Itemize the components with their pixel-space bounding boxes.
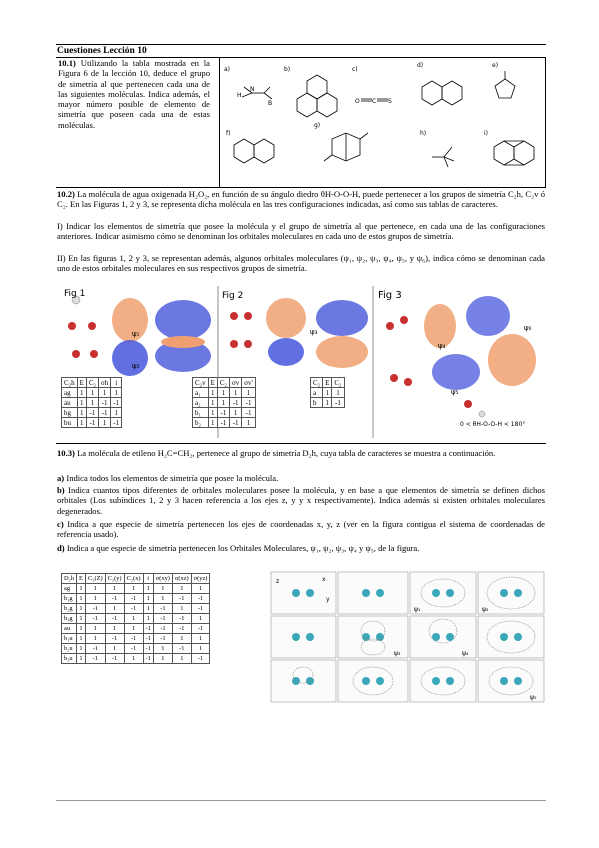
th: σ(xz)	[172, 574, 191, 584]
cell: 1	[77, 418, 86, 428]
cell: 1	[208, 398, 217, 408]
cell: 1	[85, 624, 105, 634]
cell: 1	[77, 614, 86, 624]
table-row	[62, 418, 122, 428]
cell: bu	[62, 418, 78, 428]
cell: -1	[230, 398, 242, 408]
cell: -1	[143, 654, 153, 664]
q2-para-3: II) En las figuras 1, 2 y 3, se representan además, algunos orbitales moleculares (ψ₁, ψ₂, ψ₃, ψ₄, ψ₅, y ψ₆), indica cómo se denominan cada uno de estos orbitales moleculares en sus respectivos grupos de simetría.	[57, 253, 545, 274]
table-row	[62, 388, 122, 398]
mol-label-d: d)	[417, 62, 424, 69]
cell: 1	[172, 604, 191, 614]
ethylene-psi5-label: ψ₅	[530, 694, 537, 701]
cell: -1	[217, 408, 229, 418]
psi6-label: ψ₆	[524, 324, 532, 332]
q3-b-label: b)	[57, 485, 65, 495]
cell: 1	[172, 654, 191, 664]
q3-b-text: Indica cuantos tipos diferentes de orbitales moleculares posee la molécula, y en base a que elementos de simetría se definen dichos orbitales (Los subíndices 1, 2 y 3 hacen referencia a los ejes z, y y x respectivamente). Indica además si existen orbitales moleculares degenerados.	[57, 485, 545, 516]
th: σ(xy)	[153, 574, 172, 584]
cell: 1	[124, 614, 143, 624]
cell: 1	[230, 388, 242, 398]
cell: -1	[111, 398, 122, 408]
molecule-g	[324, 133, 368, 161]
axis-z-label: z	[276, 578, 280, 585]
cell: -1	[217, 418, 229, 428]
molecule-b	[297, 75, 337, 117]
cell: 1	[332, 388, 344, 398]
cell: 1	[77, 654, 86, 664]
q3-d-text: Indica a que especie de simetría pertenecen los Orbitales Moleculares, ψ₁, ψ₂, ψ₃, ψ₄ y ψ₅, de la figura.	[66, 543, 420, 553]
th: σ(yz)	[191, 574, 210, 584]
atom-n: N	[250, 86, 255, 93]
cell: -1	[105, 614, 124, 624]
cell: -1	[242, 408, 256, 418]
question-10-1	[56, 57, 546, 187]
cell: 1	[99, 418, 111, 428]
cell: -1	[85, 644, 105, 654]
molecule-e	[495, 71, 515, 98]
molecule-h	[432, 147, 454, 167]
q3-c-text: Indica a que especie de simetría pertenecen los ejes de coordenadas x, y, z (ver en la figura contigua el sistema de coordenadas de referencia usado).	[57, 519, 545, 540]
mol-label-f: f)	[226, 130, 231, 137]
table-d2h-header	[62, 574, 210, 584]
th: C₂(x)	[124, 574, 143, 584]
cell: -1	[124, 604, 143, 614]
q3-a-label: a)	[57, 473, 65, 483]
th: i	[143, 574, 153, 584]
cell: 1	[85, 594, 105, 604]
cell: -1	[172, 644, 191, 654]
cell: 1	[242, 418, 256, 428]
q3-para-a	[57, 473, 545, 483]
cell: b	[311, 398, 323, 408]
q3-para-1	[57, 448, 545, 458]
th: σv	[230, 378, 242, 388]
cell: 1	[217, 398, 229, 408]
q1-body: Utilizando la tabla mostrada en la Figura 6 de la lección 10, deduce el grupo de simetría al que pertenecen cada una de las siguientes moléculas. Indica además, el mayor número posible de elemento de simetría que poseen cada una de estas moléculas.	[58, 58, 210, 130]
cell: 1	[85, 634, 105, 644]
cell: 1	[124, 654, 143, 664]
th: C₂h	[62, 378, 78, 388]
psi3-label: ψ₃	[310, 328, 318, 336]
table-c2v-header	[193, 378, 256, 388]
cell: 1	[172, 584, 191, 594]
q2-para-1	[57, 189, 545, 210]
th: E	[77, 574, 86, 584]
table-row	[62, 654, 210, 664]
mol-label-b: b)	[284, 66, 291, 73]
cell: 1	[153, 594, 172, 604]
cell: 1	[208, 418, 217, 428]
q3-para-c	[57, 519, 545, 540]
cell: 1	[85, 584, 105, 594]
cell: ag	[62, 584, 77, 594]
q2-figures	[58, 286, 543, 438]
cell: 1	[86, 388, 98, 398]
cell: -1	[230, 418, 242, 428]
cell: -1	[85, 604, 105, 614]
cell: -1	[143, 644, 153, 654]
cell: 1	[77, 398, 86, 408]
cell: -1	[153, 604, 172, 614]
table-row	[62, 624, 210, 634]
table-c2h-header	[62, 378, 122, 388]
molecules-figure	[222, 59, 542, 185]
atom-s: S	[388, 98, 392, 105]
mol-label-e: e)	[492, 62, 499, 69]
cell: b₃g	[62, 614, 77, 624]
fig3-panel	[386, 296, 536, 417]
molecule-d	[422, 81, 462, 105]
cell: b₂	[193, 418, 209, 428]
mol-label-h: h)	[420, 130, 427, 137]
cell: -1	[105, 634, 124, 644]
cell: 1	[105, 644, 124, 654]
axis-x-label: x	[322, 576, 326, 583]
mol-label-a: a)	[224, 66, 231, 73]
ethylene-psi1-label: ψ₁	[414, 606, 421, 613]
cell: 1	[77, 388, 86, 398]
table-c2-header	[311, 378, 345, 388]
q3-para-b	[57, 485, 545, 516]
table-row	[62, 634, 210, 644]
cell: au	[62, 398, 78, 408]
cell: 1	[208, 388, 217, 398]
q2-orbitals-svg	[58, 286, 543, 438]
cell: au	[62, 624, 77, 634]
cell: 1	[124, 584, 143, 594]
cell: -1	[124, 634, 143, 644]
ethylene-psi3-label: ψ₃	[394, 650, 401, 657]
cell: -1	[153, 634, 172, 644]
table-row	[62, 604, 210, 614]
cell: b₁g	[62, 594, 77, 604]
cell: 1	[111, 408, 122, 418]
cell: -1	[153, 624, 172, 634]
page-title: Cuestiones Lección 10	[57, 46, 147, 56]
ethylene-psi4-label: ψ₄	[462, 650, 469, 657]
q3-a-text: Indica todos los elementos de simetría que posee la molécula.	[66, 473, 279, 483]
table-row	[193, 388, 256, 398]
cell: a₂	[193, 398, 209, 408]
th: C₂v	[193, 378, 209, 388]
cell: 1	[124, 624, 143, 634]
table-d2h	[61, 573, 210, 664]
atom-h: H	[237, 92, 242, 99]
cell: -1	[99, 408, 111, 418]
mol-label-c: c)	[352, 66, 358, 73]
cell: b₃u	[62, 654, 77, 664]
table-row	[62, 594, 210, 604]
cell: 1	[105, 604, 124, 614]
q2-bottom-rule	[56, 443, 546, 444]
cell: -1	[105, 654, 124, 664]
table-row	[62, 408, 122, 418]
cell: 1	[208, 408, 217, 418]
cell: 1	[143, 614, 153, 624]
cell: -1	[191, 594, 210, 604]
cell: -1	[191, 624, 210, 634]
cell: b₁u	[62, 634, 77, 644]
cell: 1	[105, 584, 124, 594]
th: σh	[99, 378, 111, 388]
cell: ag	[62, 388, 78, 398]
psi2-label: ψ₂	[132, 362, 140, 370]
th: E	[323, 378, 332, 388]
q1-text	[58, 58, 210, 130]
cell: 1	[77, 408, 86, 418]
molecule-f	[234, 139, 274, 163]
th: i	[111, 378, 122, 388]
cell: 1	[77, 594, 86, 604]
cell: 1	[86, 398, 98, 408]
table-row	[62, 614, 210, 624]
cell: -1	[242, 398, 256, 408]
cell: 1	[172, 634, 191, 644]
q2-label: 10.2)	[57, 189, 75, 199]
molecule-i	[494, 141, 534, 165]
q3-orbitals-svg	[270, 571, 546, 703]
cell: 1	[242, 388, 256, 398]
th: C₂	[332, 378, 344, 388]
molecule-a	[242, 87, 272, 99]
cell: 1	[77, 584, 86, 594]
fig2-label: Fig 2	[222, 291, 244, 301]
cell: b₂u	[62, 644, 77, 654]
angle-note: 0 < θH-O-O-H < 180°	[460, 421, 526, 428]
cell: 1	[111, 388, 122, 398]
th: C₂	[217, 378, 229, 388]
table-row	[62, 584, 210, 594]
table-row	[193, 408, 256, 418]
cell: -1	[143, 624, 153, 634]
cell: -1	[172, 594, 191, 604]
fig3-label: Fig 3	[378, 290, 402, 301]
q3-p1-text: La molécula de etileno H₂C=CH₂, pertenece al grupo de simetría D₂h, cuya tabla de caracteres se muestra a continuación.	[77, 448, 496, 458]
cell: 1	[230, 408, 242, 418]
q1-label: 10.1)	[58, 58, 76, 68]
cell: 1	[153, 654, 172, 664]
th: C₂(y)	[105, 574, 124, 584]
atom-c: C	[372, 98, 377, 105]
q2-p1-text: La molécula de agua oxigenada H₂O₂, en función de su ángulo diedro θH-O-O-H, puede pertenecer a los grupos de simetría C₂h, C₂v ó C₂. En las Figuras 1, 2 y 3, se representa dicha molécula en las tres configuraciones indicadas, así como sus tablas de caracteres.	[57, 189, 545, 210]
cell: 1	[77, 644, 86, 654]
cell: -1	[85, 614, 105, 624]
th: E	[77, 378, 86, 388]
th: D₂h	[62, 574, 77, 584]
cell: -1	[86, 418, 98, 428]
cell: a₁	[193, 388, 209, 398]
cell: -1	[124, 644, 143, 654]
th: C₂	[311, 378, 323, 388]
cell: 1	[77, 634, 86, 644]
atom-o: O	[355, 98, 360, 105]
cell: 1	[191, 614, 210, 624]
cell: -1	[124, 594, 143, 604]
psi1-label: ψ₁	[132, 330, 140, 338]
th: σv'	[242, 378, 256, 388]
th: C₂(Z)	[85, 574, 105, 584]
cell: bg	[62, 408, 78, 418]
cell: -1	[86, 408, 98, 418]
cell: -1	[99, 398, 111, 408]
atom-b: B	[268, 100, 273, 107]
q1-bottom-rule	[56, 187, 546, 188]
psi4-label: ψ₄	[438, 342, 446, 350]
cell: -1	[85, 654, 105, 664]
cell: -1	[105, 594, 124, 604]
cell: 1	[191, 634, 210, 644]
cell: 1	[143, 594, 153, 604]
q2-para-2: I) Indicar los elementos de simetría que posee la molécula y el grupo de simetría al que pertenece, en cada una de las configuraciones anteriores. Indicar asimismo cómo se denominan los orbitales moleculares en cada uno de estos grupos de simetría.	[57, 221, 545, 242]
cell: -1	[191, 604, 210, 614]
th: E	[208, 378, 217, 388]
ethylene-psi2-label: ψ₂	[482, 606, 489, 613]
cell: 1	[143, 604, 153, 614]
table-row	[62, 644, 210, 654]
cell: -1	[111, 418, 122, 428]
cell: 1	[153, 644, 172, 654]
table-c2	[310, 377, 345, 408]
cell: -1	[191, 654, 210, 664]
cell: 1	[323, 388, 332, 398]
cell: b₂g	[62, 604, 77, 614]
mol-label-i: i)	[484, 130, 489, 137]
cell: 1	[191, 644, 210, 654]
cell: -1	[172, 624, 191, 634]
q3-orbitals	[270, 571, 546, 703]
q3-para-d	[57, 543, 545, 553]
q1-divider-right	[545, 57, 546, 187]
axis-y-label: y	[326, 596, 330, 603]
top-rule	[56, 44, 546, 45]
cell: -1	[332, 398, 344, 408]
fig1-label: Fig 1	[64, 289, 86, 299]
fig2-panel	[230, 298, 368, 368]
q3-c-label: c)	[57, 519, 64, 529]
table-c2h	[61, 377, 122, 428]
q1-divider-left	[219, 57, 220, 187]
cell: 1	[77, 624, 86, 634]
table-row	[193, 398, 256, 408]
mol-label-g: g)	[314, 122, 321, 129]
q3-label: 10.3)	[57, 448, 75, 458]
table-c2v	[192, 377, 256, 428]
cell: 1	[143, 584, 153, 594]
cell: a	[311, 388, 323, 398]
cell: -1	[172, 614, 191, 624]
th: C₂	[86, 378, 98, 388]
cell: 1	[105, 624, 124, 634]
cell: 1	[77, 604, 86, 614]
cell: -1	[143, 634, 153, 644]
cell: 1	[323, 398, 332, 408]
table-row	[193, 418, 256, 428]
q3-d-label: d)	[57, 543, 65, 553]
cell: 1	[153, 584, 172, 594]
cell: 1	[99, 388, 111, 398]
footer-rule	[56, 800, 546, 801]
psi5-label: ψ₅	[451, 388, 459, 396]
cell: 1	[217, 388, 229, 398]
fig1-panel	[68, 296, 211, 376]
table-row	[311, 398, 345, 408]
table-row	[311, 388, 345, 398]
cell: -1	[153, 614, 172, 624]
cell: b₁	[193, 408, 209, 418]
cell: 1	[191, 584, 210, 594]
table-row	[62, 398, 122, 408]
